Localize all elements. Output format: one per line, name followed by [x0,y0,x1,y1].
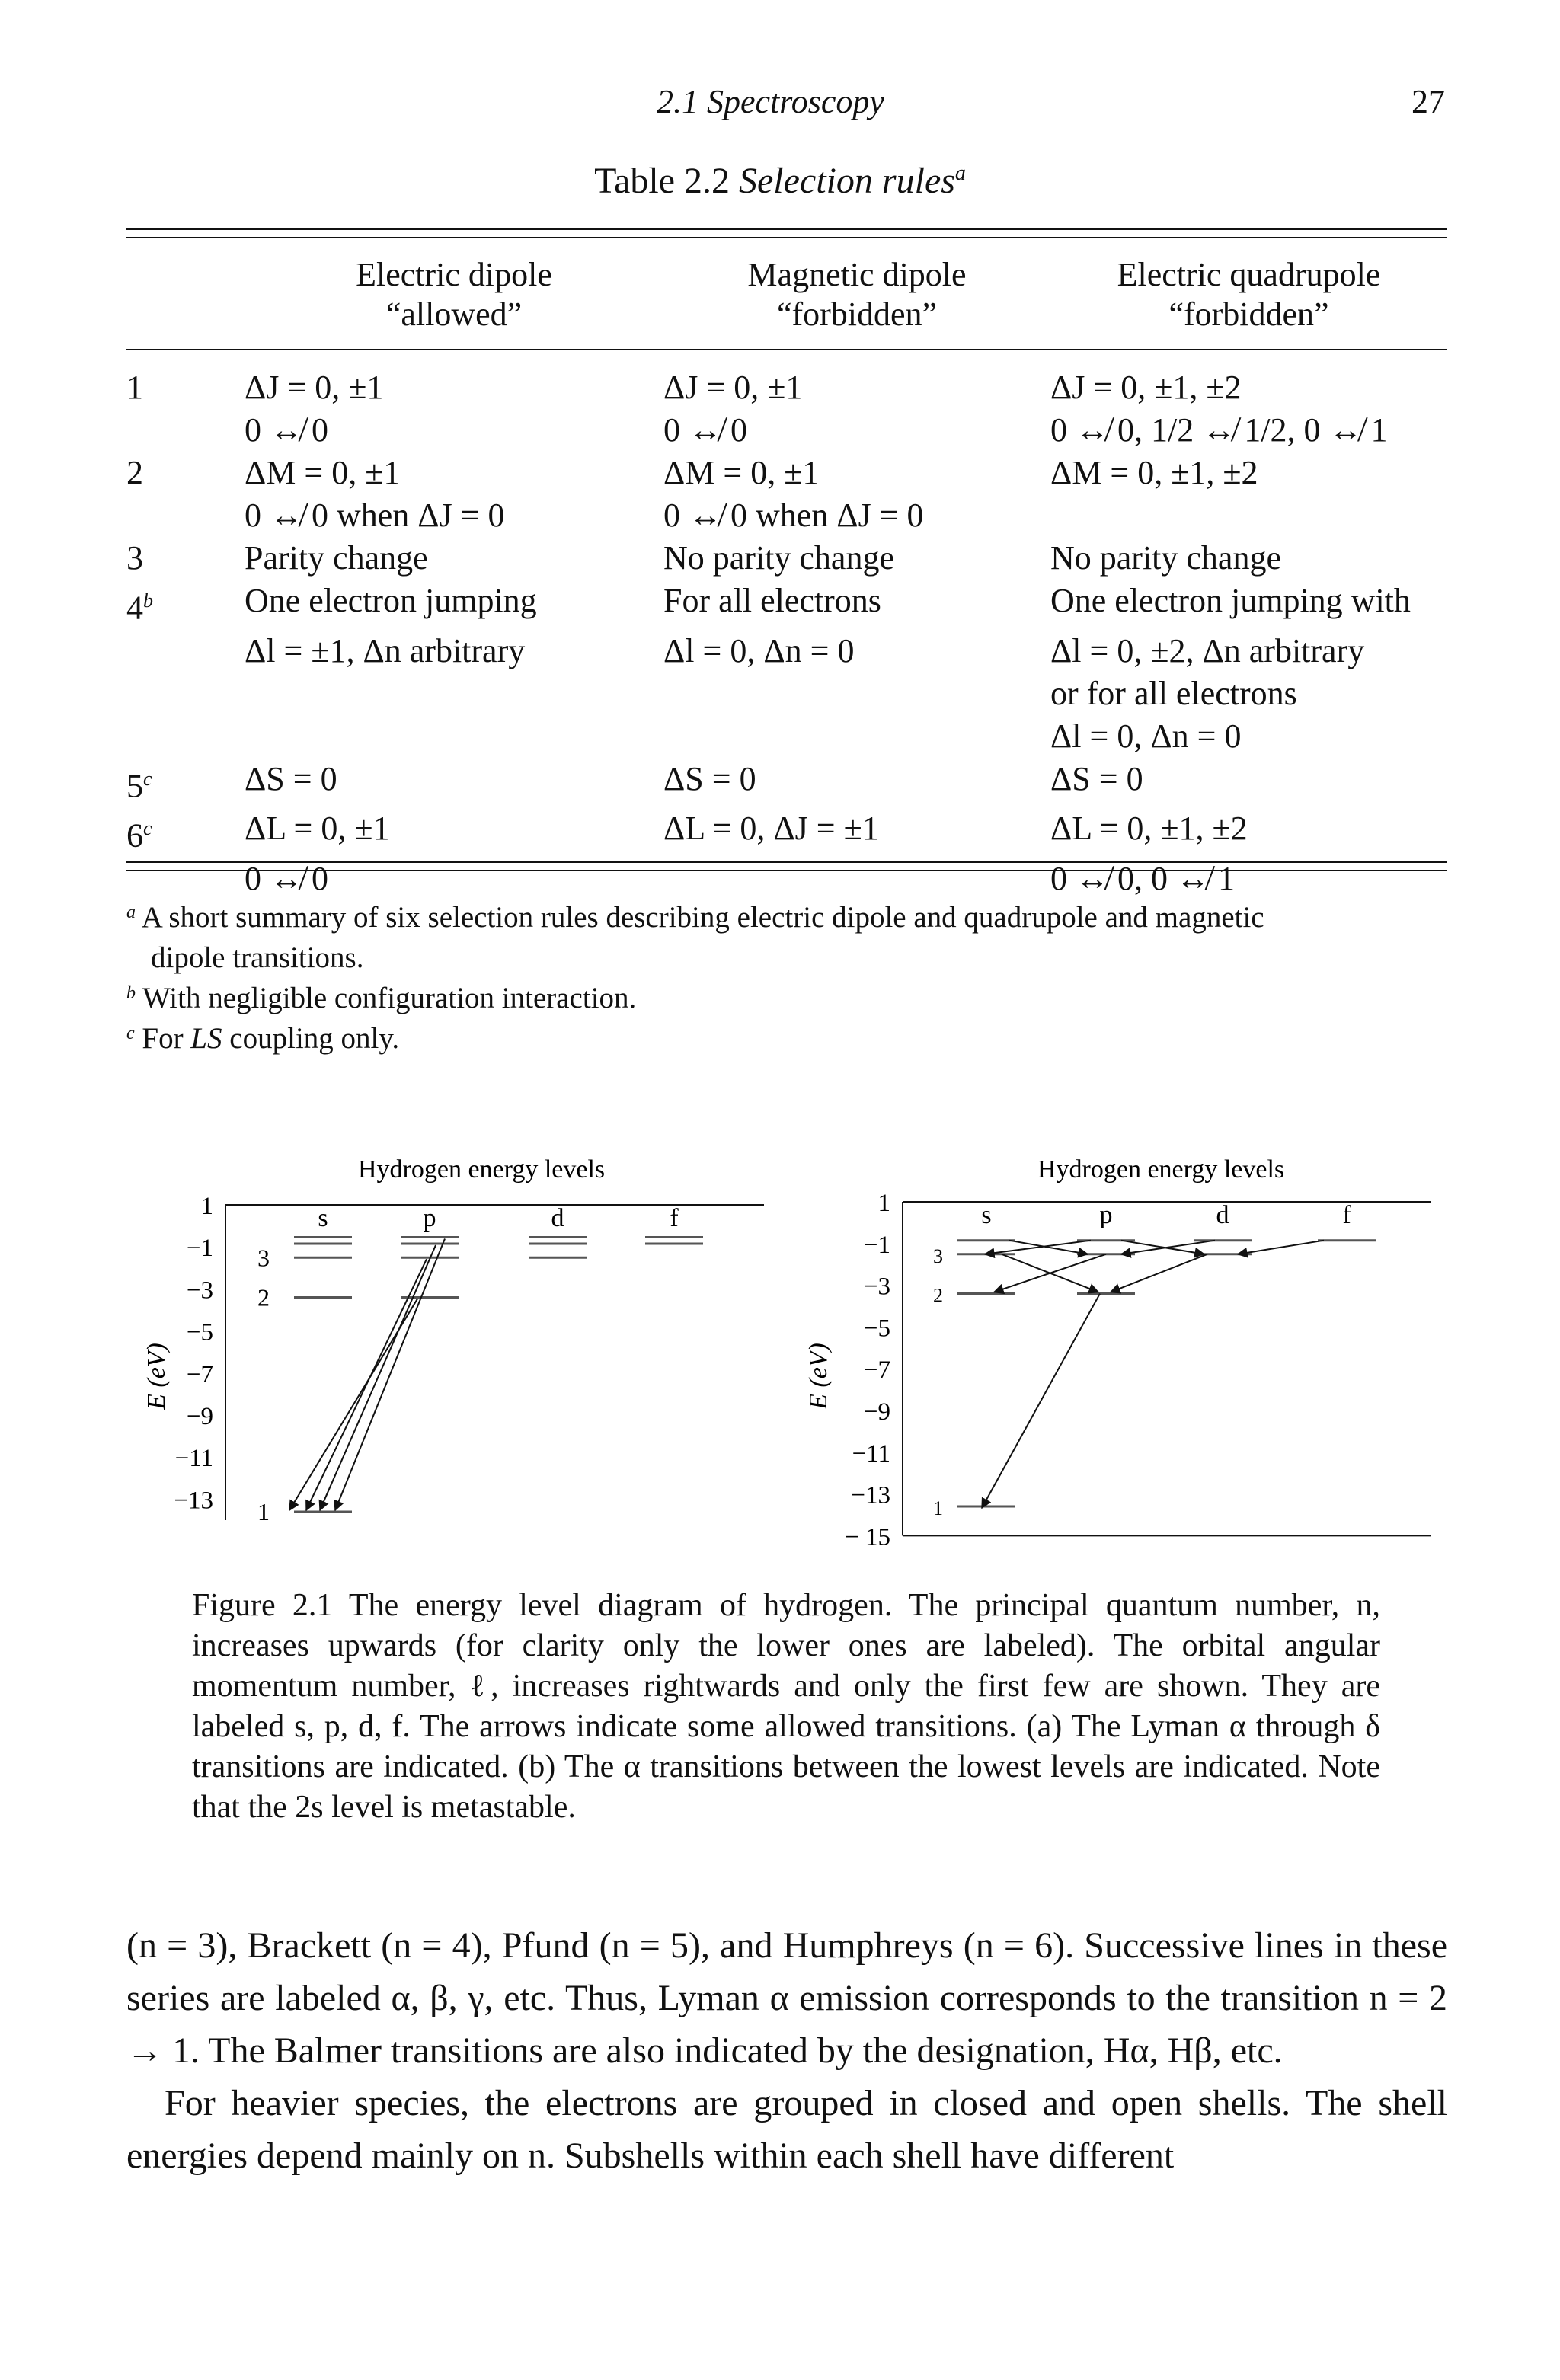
transition-arrow-lyman [335,1239,445,1510]
table-cell: For all electrons [663,582,881,619]
selection-rules-table [126,255,1447,900]
orbital-label-d: d [1216,1201,1229,1229]
table-title [0,160,1560,202]
table-row [126,580,1447,630]
footnote-text: With negligible configuration interaction. [142,982,637,1014]
rule-number: 1 [126,369,143,406]
orbital-label-p: p [423,1204,436,1232]
column-header [1050,255,1447,334]
y-tick-label: −3 [186,1276,213,1305]
page-number: 27 [1411,83,1445,120]
table-cell: ΔS = 0 [1050,759,1143,797]
y-axis-label: E (eV) [142,1343,171,1410]
energy-level-figure [0,1127,1560,1569]
rule-number [126,858,245,900]
transition-arrow-lyman [320,1245,436,1510]
table-cell: 0 ↮ 0 when ΔJ = 0 [663,497,924,534]
y-tick-label: −7 [863,1356,890,1385]
footnote-text: For LS coupling only. [142,1022,400,1055]
table-title-text: Selection rules [739,161,955,201]
y-tick-label: 1 [878,1190,890,1217]
table-cell: ΔS = 0 [245,759,337,797]
y-tick-label: −7 [186,1360,213,1388]
table-cell: 0 ↮ 0 [663,411,747,449]
rule-number: 3 [126,539,143,577]
y-tick-label: −5 [186,1318,213,1347]
table-cell [1050,494,1447,537]
panel-title: Hydrogen energy levels [1037,1155,1285,1184]
table-body [126,366,1447,900]
table-row [126,537,1447,580]
column-kind: “allowed” [385,296,523,333]
table-row [126,366,1447,409]
table-row [126,409,1447,452]
table-cell: ΔS = 0 [663,759,756,797]
table-cell: No parity change [1050,539,1281,577]
transition-arrow-alpha [982,1294,1100,1508]
y-tick-label: −5 [863,1315,890,1343]
table-row [126,715,1447,758]
y-tick-label: −3 [863,1273,890,1301]
table-cell: ΔJ = 0, ±1 [663,369,803,406]
footnote-b [126,978,1452,1018]
y-axis-label: E (eV) [804,1343,833,1410]
table-top-rule-2 [126,237,1447,238]
table-row [126,452,1447,494]
body-text [126,1919,1447,2182]
rule-number [126,672,245,715]
rule-number [126,630,245,672]
transition-arrow-alpha [994,1254,1106,1292]
footnote-text: A short summary of six selection rules describing electric dipole and quadrupole and magnetic [141,901,1264,934]
table-row [126,807,1447,858]
table-cell: ΔL = 0, ±1, ±2 [1050,810,1248,848]
column-name: Electric dipole [356,256,552,293]
running-head-section: 2.1 Spectroscopy [657,83,884,120]
rule-number [126,715,245,758]
orbital-label-p: p [1099,1201,1113,1229]
table-label: Table 2.2 [594,161,730,201]
table-cell: Δl = 0, Δn = 0 [1050,717,1242,755]
y-tick-label: −9 [863,1398,890,1426]
table-cell: ΔJ = 0, ±1 [245,369,384,406]
y-tick-label: − 15 [845,1523,890,1551]
table-cell: 0 ↮ 0 [245,859,328,897]
column-name: Electric quadrupole [1117,256,1381,293]
table-cell: Δl = ±1, Δn arbitrary [245,631,526,669]
transition-arrow-alpha [1238,1241,1324,1254]
table-cell: 0 ↮ 0 when ΔJ = 0 [245,497,505,534]
y-tick-label: −9 [186,1403,213,1430]
table-cell: 0 ↮ 0, 1/2 ↮ 1/2, 0 ↮ 1 [1050,411,1388,449]
transition-arrow-alpha [1111,1254,1207,1292]
table-cell [663,672,1050,715]
level-label: 2 [933,1284,943,1307]
table-cell: 0 ↮ 0, 0 ↮ 1 [1050,859,1235,897]
column-header [245,255,663,334]
footnote-text-cont: dipole transitions. [151,941,364,974]
level-label: 3 [933,1244,943,1267]
table-row [126,494,1447,537]
y-tick-label: −13 [851,1481,890,1509]
caption-text: Figure 2.1 The energy level diagram of hydrogen. The principal quantum number, n, increases upwards (for clarity only the lower ones are labeled). The orbital angular momentum number, ℓ, increases rightwards and only the first few are shown. They are labeled s, p, d, f. The arrows indicate some allowed transitions. (a) The Lyman α through δ transitions are indicated. (b) The α transitions between the lowest levels are indicated. Note that the 2s level is metastable. [192,1588,1380,1825]
table-cell: ΔM = 0, ±1, ±2 [1050,454,1258,491]
table-cell [245,672,663,715]
table-cell: ΔL = 0, ±1 [245,810,390,848]
column-kind: “forbidden” [776,296,938,333]
table-cell: ΔL = 0, ΔJ = ±1 [663,810,879,848]
y-tick-label: −11 [174,1445,213,1473]
table-cell: Parity change [245,539,428,577]
table-cell: ΔM = 0, ±1 [663,454,820,491]
table-cell: No parity change [663,539,894,577]
table-cell: 0 ↮ 0 [245,411,328,449]
table-cell: ΔM = 0, ±1 [245,454,401,491]
rule-number: 2 [126,454,143,491]
table-row [126,630,1447,672]
y-tick-label: −11 [852,1439,890,1468]
table-cell: Δl = 0, Δn = 0 [663,631,855,669]
orbital-label-f: f [1342,1201,1351,1229]
table-title-marker: a [954,161,966,185]
column-header [663,255,1050,334]
orbital-label-d: d [551,1204,564,1232]
footnote-mark: b [126,983,136,1003]
table-cell: or for all electrons [1050,674,1297,712]
y-tick-label: −1 [863,1231,890,1259]
y-tick-label: −13 [174,1487,213,1515]
figure-caption [192,1586,1380,1828]
table-row [126,672,1447,715]
table-cell [663,715,1050,758]
header-empty [126,255,245,334]
orbital-label-s: s [981,1201,992,1229]
level-label: 1 [933,1497,943,1520]
table-cell: One electron jumping with [1050,582,1411,619]
table-row [126,858,1447,900]
rule-number: 4$^b$ [126,589,153,627]
rule-number [126,494,245,537]
y-tick-label: 1 [200,1193,213,1220]
body-paragraph-2: For heavier species, the electrons are grouped in closed and open shells. The shell energies depend mainly on n. Subshells within each shell have different [126,2083,1447,2176]
level-label: 3 [257,1244,270,1272]
column-name: Magnetic dipole [747,256,967,293]
table-cell: Δl = 0, ±2, Δn arbitrary [1050,631,1365,669]
table-header-row [126,255,1447,334]
footnote-mark: a [126,902,136,922]
level-label: 1 [257,1497,270,1525]
table-cell [245,715,663,758]
footnote-a [126,897,1452,978]
rule-number [126,409,245,452]
table-cell: One electron jumping [245,582,537,619]
table-cell: ΔJ = 0, ±1, ±2 [1050,369,1242,406]
footnote-mark: c [126,1024,135,1043]
rule-number: 5$^c$ [126,767,152,805]
y-tick-label: −1 [186,1235,213,1263]
panel-title: Hydrogen energy levels [358,1155,606,1184]
table-cell [663,858,1050,900]
orbital-label-s: s [318,1204,328,1232]
rule-number: 6$^c$ [126,816,152,855]
footnote-c [126,1018,1452,1059]
column-kind: “forbidden” [1168,296,1329,333]
table-row [126,758,1447,808]
orbital-label-f: f [670,1204,679,1232]
level-label: 2 [257,1283,270,1311]
body-paragraph-1: (n = 3), Brackett (n = 4), Pfund (n = 5), and Humphreys (n = 6). Successive lines in these series are labeled α, β, γ, etc. Thus, Lyman α emission corresponds to the transition n = 2 → 1. The Balmer transitions are also indicated by the designation, Hα, Hβ, etc. [126,1925,1447,2071]
table-top-rule [126,228,1447,230]
